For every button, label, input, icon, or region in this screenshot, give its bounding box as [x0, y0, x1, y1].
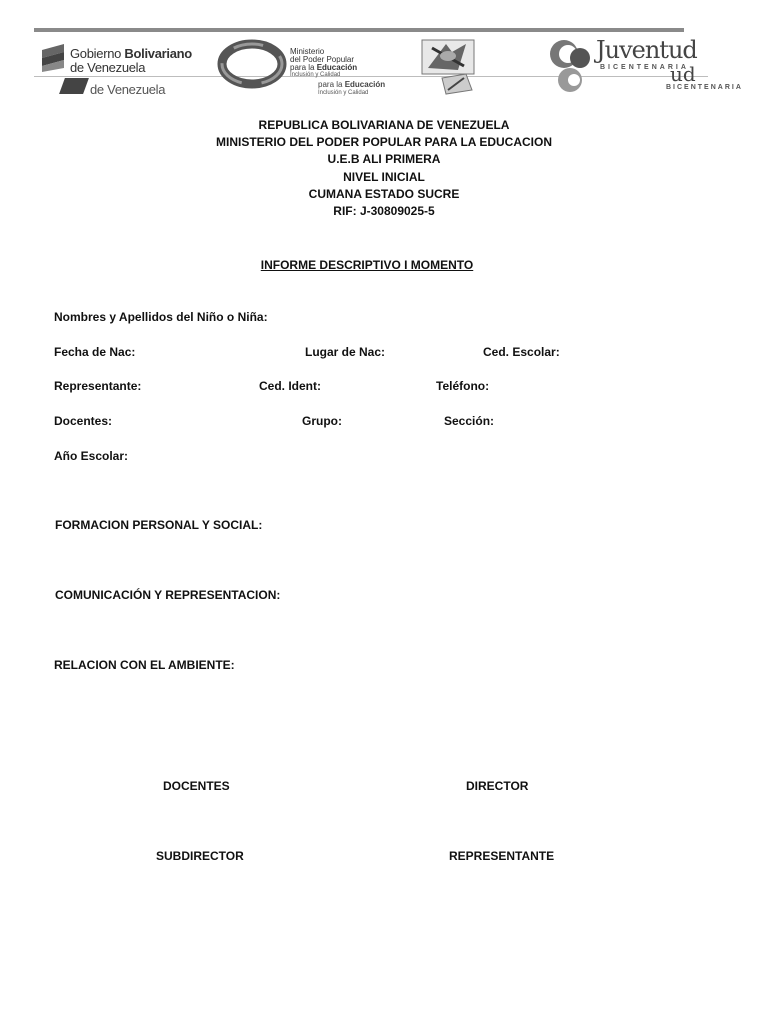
- juventud-subtitle: BICENTENARIA: [600, 64, 689, 71]
- gob-line3: de Venezuela: [90, 82, 166, 97]
- ministerio-educacion-logo: [218, 34, 408, 98]
- field-ced-ident-label: Ced. Ident:: [259, 379, 321, 393]
- field-lugar-nac-label: Lugar de Nac:: [305, 345, 386, 359]
- field-seccion-label: Sección:: [444, 414, 495, 428]
- document-title: INFORME DESCRIPTIVO I MOMENTO: [260, 258, 474, 272]
- ministerio-text: Ministerio del Poder Popular para la Educación: [290, 47, 358, 72]
- field-telefono-label: Teléfono:: [436, 379, 490, 393]
- ministerio-ghost-slogan: Inclusión y Calidad: [318, 90, 369, 96]
- juventud-ghost-subtitle: BICENTENARIA: [666, 84, 743, 91]
- signature-representante: REPRESENTANTE: [449, 849, 555, 863]
- header-line-school: U.E.B ALI PRIMERA: [327, 152, 441, 167]
- signature-docentes: DOCENTES: [163, 779, 230, 793]
- field-ano-escolar-label: Año Escolar:: [54, 449, 129, 463]
- header-line-republica: REPUBLICA BOLIVARIANA DE VENEZUELA: [258, 118, 510, 132]
- anniversary-emblem: [418, 38, 498, 98]
- field-fecha-nac-label: Fecha de Nac:: [54, 345, 136, 359]
- institution-header: [0, 117, 768, 220]
- gob-line2: de Venezuela: [70, 60, 146, 75]
- gob-line1: Gobierno Bolivariano: [70, 46, 192, 61]
- signature-director: DIRECTOR: [466, 779, 529, 793]
- field-docentes-label: Docentes:: [54, 414, 113, 428]
- signature-subdirector: SUBDIRECTOR: [156, 849, 244, 863]
- field-grupo-label: Grupo:: [302, 414, 342, 428]
- juventud-title: Juventud: [596, 36, 697, 64]
- anniversary-emblem-icon: [418, 38, 498, 98]
- header-line-level: NIVEL INICIAL: [343, 169, 425, 184]
- header-line-ministerio: MINISTERIO DEL PODER POPULAR PARA LA EDUCACION: [215, 135, 553, 150]
- flag-icon: [40, 44, 66, 72]
- juventud-bicentenaria-logo: [542, 36, 743, 98]
- section-comunicacion-heading: COMUNICACIÓN Y REPRESENTACION:: [55, 588, 281, 602]
- ministerio-slogan: Inclusión y Calidad: [290, 72, 341, 78]
- section-formacion-heading: FORMACION PERSONAL Y SOCIAL:: [55, 518, 263, 532]
- banner-top-rule: [34, 28, 684, 32]
- ministerio-ghost-text: para la Educación: [318, 80, 386, 89]
- gobierno-bolivariano-logo: [38, 38, 218, 98]
- ring-logo-icon: [218, 38, 288, 94]
- field-representante-label: Representante:: [54, 379, 142, 393]
- header-banner: [34, 28, 743, 98]
- header-line-location: CUMANA ESTADO SUCRE: [308, 186, 460, 201]
- juventud-emblem-icon: [542, 36, 598, 96]
- header-line-rif: RIF: J-30809025-5: [333, 204, 435, 219]
- section-relacion-heading: RELACION CON EL AMBIENTE:: [54, 658, 235, 672]
- ghost-flag-icon: [59, 78, 89, 94]
- field-ced-escolar-label: Ced. Escolar:: [483, 345, 560, 359]
- field-nombres-label: Nombres y Apellidos del Niño o Niña:: [54, 310, 268, 324]
- juventud-ghost-title: ud: [670, 62, 696, 86]
